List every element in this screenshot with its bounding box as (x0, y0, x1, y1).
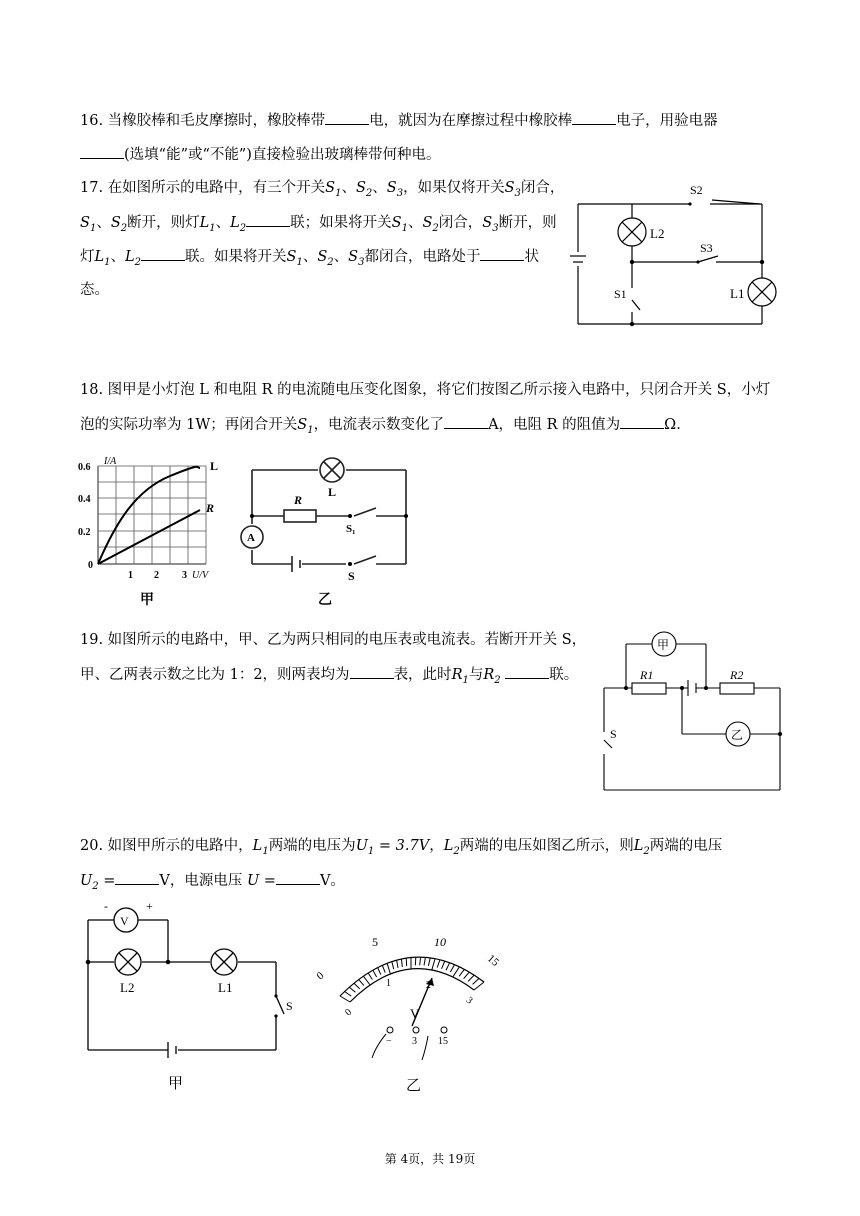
q19-line1: 19. 如图所示的电路中，甲、乙为两只相同的电压表或电流表。若断开开关 S， (80, 632, 587, 648)
y-tick-0-4: 0.4 (78, 494, 91, 505)
q17-line4: 态。 (80, 282, 109, 298)
bottom-scale-3: 3 (463, 994, 475, 1007)
dial-tick (354, 983, 360, 988)
dial-tick (459, 969, 464, 976)
q18-circuit-diagram (236, 452, 426, 612)
answer-blank[interactable] (115, 870, 159, 885)
dial-tick (473, 978, 480, 984)
q20-circuit-diagram (80, 896, 300, 1096)
x-tick-2: 2 (154, 570, 159, 581)
label-resistor: R (294, 493, 303, 507)
answer-blank[interactable] (141, 246, 185, 261)
meter-yi: 乙 (731, 728, 744, 742)
q16-line2: (选填“能”或“不能”)直接检验出玻璃棒带何种电。 (80, 144, 440, 165)
q20-line1: 20. 如图甲所示的电路中，$L_1$两端的电压为$U_1 = 3.7V$，$L_2$两端的电压如图乙所示，则$L_2$两端的电压 (80, 838, 723, 857)
caption-jia: 甲 (168, 1076, 184, 1092)
dial-tick (432, 959, 435, 970)
answer-blank[interactable] (480, 246, 524, 261)
label-s3: S3 (700, 241, 713, 255)
dial-tick (453, 967, 460, 977)
label-s2: S2 (690, 183, 703, 197)
label-s1: S1 (614, 287, 627, 301)
terminal-3: 3 (412, 1036, 417, 1047)
answer-blank[interactable] (572, 110, 616, 125)
y-axis-label: I/A (104, 456, 117, 467)
dial-tick (363, 976, 370, 985)
label-switch-s: S (610, 727, 617, 741)
answer-blank[interactable] (276, 870, 320, 885)
answer-blank[interactable] (620, 414, 664, 429)
dial-tick (468, 975, 474, 981)
answer-blank[interactable] (505, 664, 549, 679)
dial-tick (428, 958, 430, 966)
dial-tick (345, 991, 352, 996)
dial-tick (424, 957, 425, 965)
dial-tick (437, 960, 440, 968)
q19-circuit-diagram (596, 628, 786, 796)
x-tick-1: 1 (128, 570, 133, 581)
q18-line1: 18. 图甲是小灯泡 L 和电阻 R 的电流随电压变化图象，将它们按图乙所示接入电路中，只闭合开关 S，小灯 (80, 382, 771, 398)
label-ammeter: A (247, 532, 255, 544)
dial-tick (464, 972, 470, 979)
terminal-15: 15 (438, 1036, 448, 1047)
unit-label: V (410, 1006, 420, 1021)
curve-l-label: L (210, 459, 219, 473)
answer-blank[interactable] (325, 110, 369, 125)
answer-blank[interactable] (444, 414, 488, 429)
bottom-scale-2: 2 (426, 980, 431, 991)
q18-iu-graph (76, 452, 236, 612)
top-scale-10: 10 (434, 935, 446, 949)
label-switch-s: S (286, 999, 293, 1013)
dial-tick (450, 965, 454, 972)
q17-line3: 灯$L_1$、$L_2$ 联。如果将开关$S_1$、$S_2$、$S_3$都闭合，电路处于 状 (80, 246, 539, 273)
label-r2: R2 (730, 668, 744, 682)
dial-tick (397, 960, 398, 968)
dial-tick (442, 961, 445, 969)
top-scale-15: 15 (485, 952, 502, 969)
dial-tick (387, 963, 390, 974)
x-tick-3: 3 (182, 570, 187, 581)
minus-terminal: - (104, 899, 108, 913)
dial-tick (420, 957, 421, 965)
dial-tick (401, 959, 402, 967)
q20-voltmeter-dial (310, 896, 510, 1096)
dial-tick (378, 968, 381, 975)
meter-jia: 甲 (657, 638, 670, 652)
label-r1: R1 (640, 668, 654, 682)
dial-tick (446, 963, 450, 971)
answer-blank[interactable] (350, 664, 394, 679)
bottom-scale-1: 1 (386, 978, 391, 989)
answer-blank[interactable] (246, 212, 290, 227)
caption-yi: 乙 (406, 1078, 422, 1094)
caption-yi: 乙 (318, 593, 332, 608)
top-scale-0: 0 (314, 969, 327, 983)
q16-line1: 16. 当橡胶棒和毛皮摩擦时，橡胶棒带 电，就因为在摩擦过程中橡胶棒 电子，用验电器 (80, 110, 718, 131)
page-footer: 第 4页，共 19页 (384, 1152, 476, 1166)
dial-tick (382, 965, 385, 972)
q17-circuit-diagram (570, 178, 790, 328)
q19-line2: 甲、乙两表示数之比为 1：2，则两表均为 表，此时$R_1$与$R_2$ 联。 (80, 664, 578, 691)
label-l2: L2 (650, 226, 665, 241)
q20-line2: $U_2 = V$，电源电压 U = V。 (80, 870, 345, 897)
dial-tick (392, 962, 394, 970)
terminal-minus: − (386, 1036, 392, 1047)
dial-tick (373, 970, 377, 977)
curve-r-label: R (206, 501, 215, 515)
dial-tick (368, 973, 372, 979)
plus-terminal: + (146, 899, 153, 913)
label-l1: L1 (218, 980, 233, 995)
label-l1: L1 (730, 286, 745, 301)
voltmeter-label: V (120, 914, 129, 928)
origin-label: 0 (88, 560, 93, 571)
q17-line2: $S_1$、$S_2$断开，则灯$L_1$、$L_2$ 联；如果将开关$S_1$、$S_2$闭合，$S_3$断开，则 (80, 212, 557, 239)
x-axis-label: U/V (192, 570, 209, 581)
label-lamp: L (328, 485, 337, 499)
q18-line2: 泡的实际功率为 1W；再闭合开关$S_1$，电流表示数变化了 A，电阻 R 的阻值为 Ω. (80, 414, 681, 441)
q17-line1: 17. 在如图所示的电路中，有三个开关$S_1$、$S_2$、$S_3$，如果仅将开关$S_3$闭合， (80, 180, 565, 199)
dial-tick (349, 987, 355, 992)
label-switch-s1: S₁ (346, 523, 356, 535)
y-tick-0-6: 0.6 (78, 462, 91, 473)
dial-tick (340, 996, 350, 1002)
label-switch-s: S (348, 569, 355, 583)
dial-tick (359, 980, 364, 986)
label-l2: L2 (120, 980, 135, 995)
y-tick-0-2: 0.2 (78, 527, 91, 538)
caption-jia: 甲 (140, 593, 154, 608)
dial-tick (474, 982, 484, 990)
answer-blank[interactable] (80, 144, 124, 159)
bottom-scale-0: 0 (343, 1006, 354, 1019)
top-scale-5: 5 (372, 935, 378, 949)
